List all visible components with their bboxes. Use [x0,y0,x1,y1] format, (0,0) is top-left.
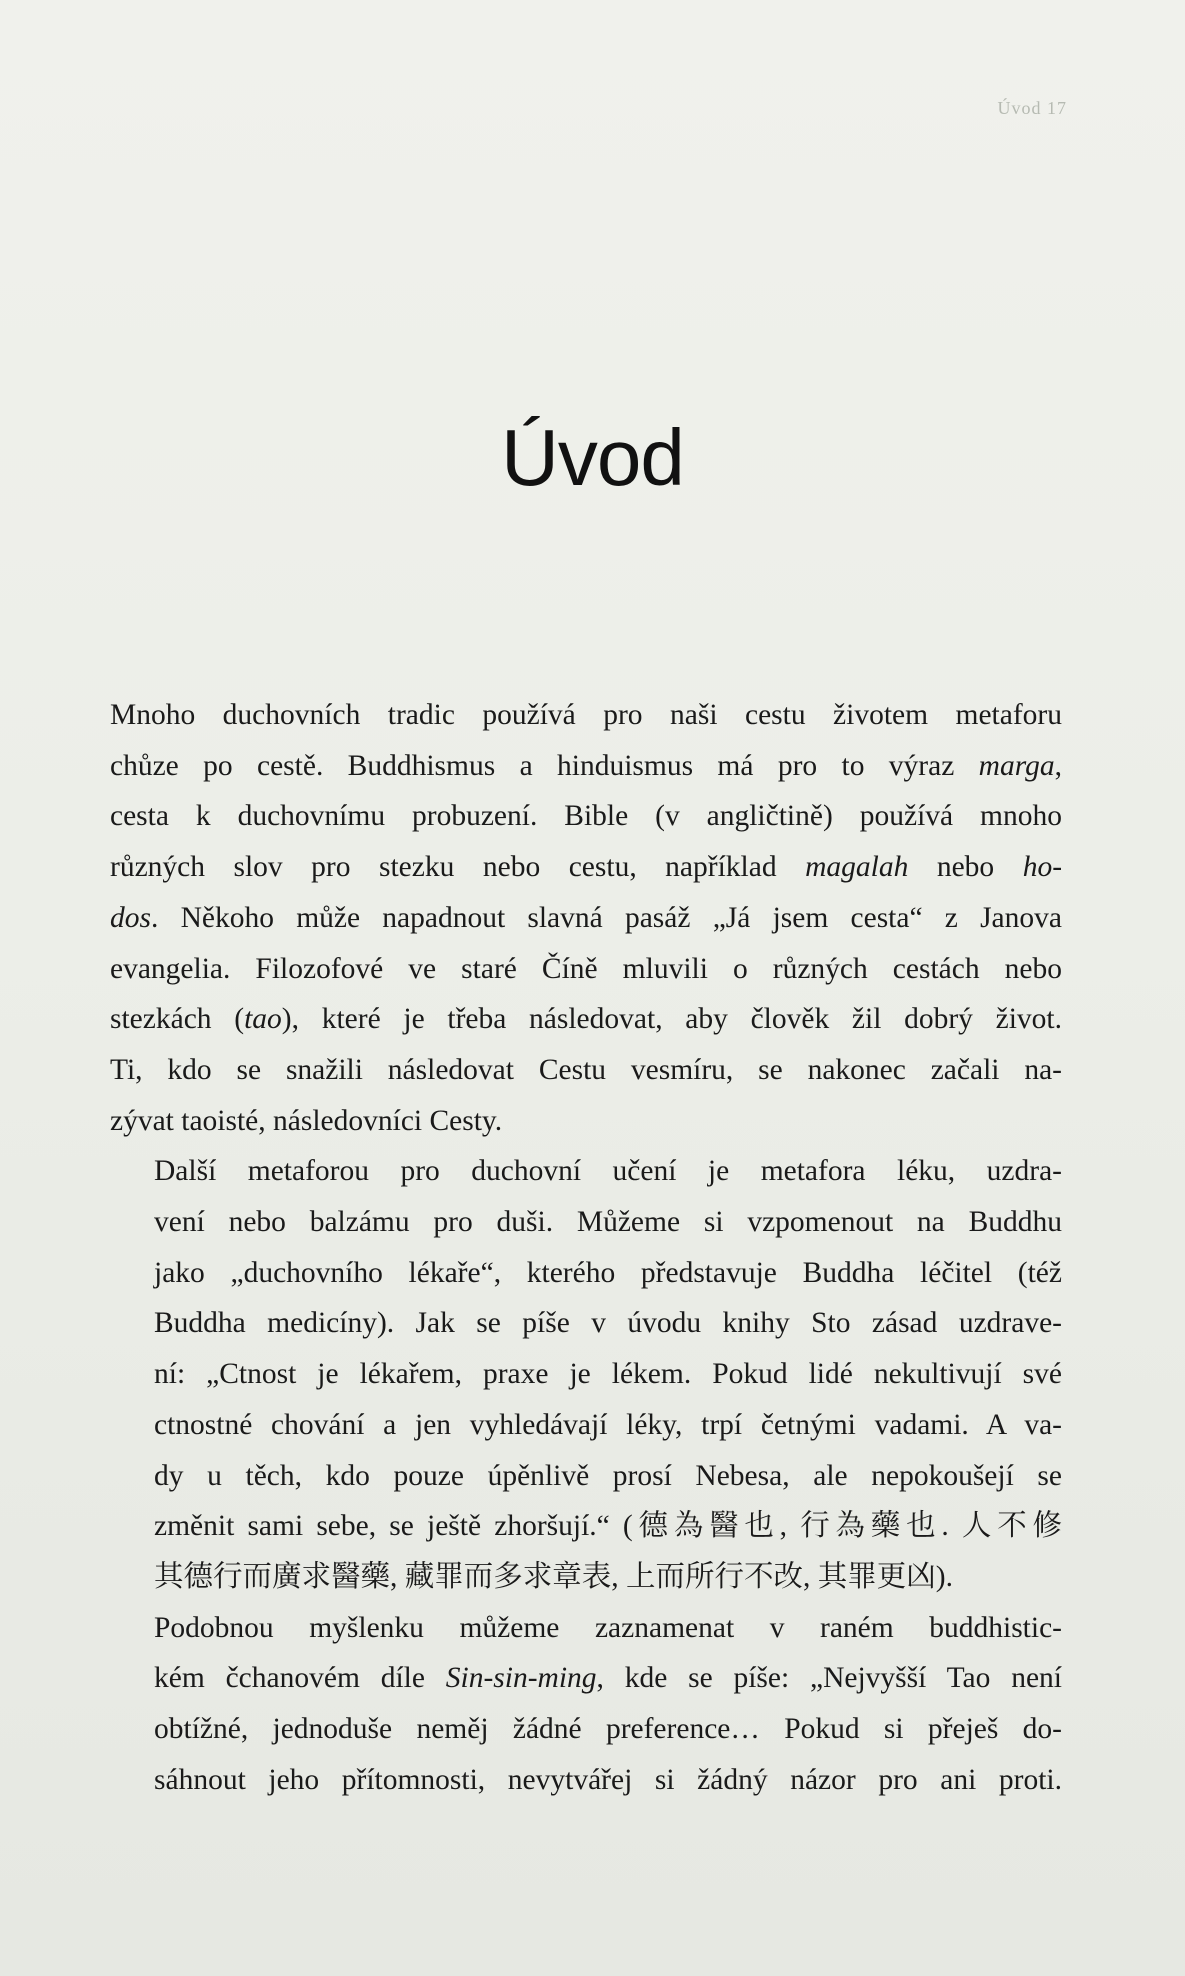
text-line: zývat taoisté, následovníci Cesty. [110,1104,503,1137]
italic-term: Sin-sin-ming [445,1662,597,1695]
text-line: Mnoho duchovních tradic používá pro naši cestu životem metaforu [110,699,1062,731]
text-line: evangelia. Filozofové ve staré Číně mluvili o různých cestách nebo [110,952,1062,985]
text-line: kém čchanovém díle Sin-sin-ming, kde se píše: „Nejvyšší Tao není [154,1662,1062,1695]
italic-term: tao [244,1003,282,1036]
text-line: obtížné, jednoduše neměj žádné preference… Pokud si přeješ do- [154,1713,1062,1746]
text-line: změnit sami sebe, se ještě zhoršují.“ (德為醫也, 行為藥也. 人不修 [154,1510,1062,1543]
italic-term: ho- [1022,851,1063,884]
text-line: Ti, kdo se snažili následovat Cestu vesmíru, se nakonec začali na- [110,1053,1062,1086]
text-line: stezkách (tao), které je třeba následovat, aby člověk žil dobrý život. [110,1003,1063,1036]
paragraph-3 [110,1603,1062,1806]
text-line: dos. Někoho může napadnout slavná pasáž „Já jsem cesta“ z Janova [110,901,1062,934]
text-line: dy u těch, kdo pouze úpěnlivě prosí Nebesa, ale nepokoušejí se [154,1459,1062,1492]
running-head: Úvod 17 [997,98,1067,118]
body-text [110,690,1062,1805]
text-line: Podobnou myšlenku můžeme zaznamenat v raném buddhistic- [154,1611,1062,1644]
chapter-title: Úvod [501,413,684,502]
italic-term: magalah [805,851,909,884]
paragraph-2 [110,1146,1062,1602]
text-line: cesta k duchovnímu probuzení. Bible (v angličtině) používá mnoho [110,800,1062,833]
text-line: 其德行而廣求醫藥, 藏罪而多求章表, 上而所行不改, 其罪更凶). [154,1560,953,1593]
text-line: Buddha medicíny). Jak se píše v úvodu knihy Sto zásad uzdrave- [154,1307,1062,1340]
text-line: vení nebo balzámu pro duši. Můžeme si vzpomenout na Buddhu [154,1206,1062,1239]
text-line: chůze po cestě. Buddhismus a hinduismus má pro to výraz marga, [110,749,1062,782]
paragraph-1 [110,690,1062,1146]
text-line: ctnostné chování a jen vyhledávají léky, trpí četnými vadami. A va- [154,1408,1062,1441]
italic-term: marga [978,749,1055,782]
text-line: různých slov pro stezku nebo cestu, například magalah nebo ho- [110,851,1063,884]
text-line: Další metaforou pro duchovní učení je metafora léku, uzdra- [154,1155,1062,1188]
text-line: sáhnout jeho přítomnosti, nevytvářej si žádný názor pro ani proti. [154,1763,1062,1796]
text-line: ní: „Ctnost je lékařem, praxe je lékem. Pokud lidé nekultivují své [154,1358,1062,1391]
text-line: jako „duchovního lékaře“, kterého představuje Buddha léčitel (též [154,1256,1062,1289]
italic-term: dos [110,901,151,934]
